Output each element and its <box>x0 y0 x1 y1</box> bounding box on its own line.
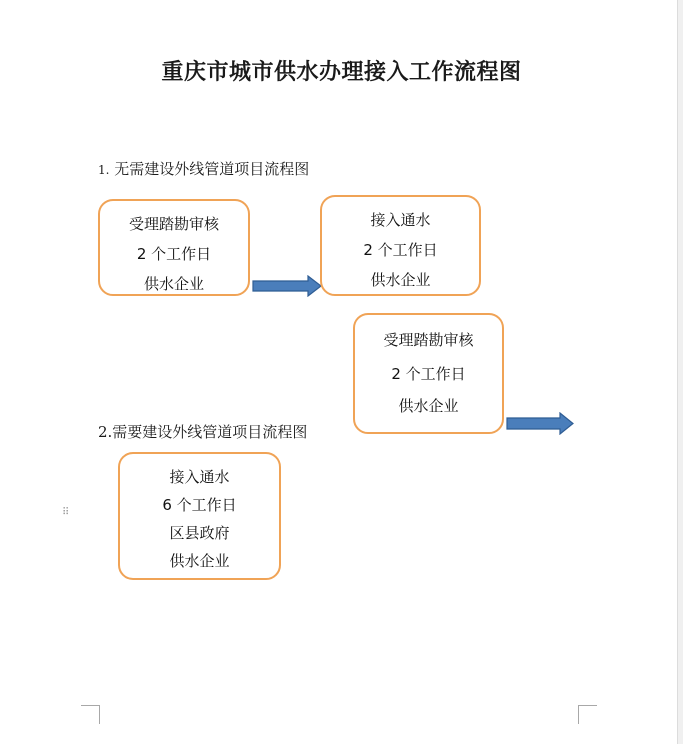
flow-box-review-section1 <box>98 199 250 296</box>
box-duration-label: 2 个工作日 <box>136 245 212 264</box>
flow-box-review-section2 <box>353 313 504 434</box>
box-duration-label: 2 个工作日 <box>363 241 438 259</box>
section1-heading <box>98 158 309 179</box>
document-title: 重庆市城市供水办理接入工作流程图 <box>161 59 522 85</box>
page-right-edge <box>677 0 683 744</box>
right-arrow-icon <box>506 412 574 435</box>
box-owner-label: 供水企业 <box>169 552 230 570</box>
box-step-label: 受理踏勘审核 <box>128 215 219 233</box>
box-step-label: 受理踏勘审核 <box>383 331 474 349</box>
box-duration-label: 6 个工作日 <box>162 496 237 514</box>
box-owner-label: 供水企业 <box>143 275 204 293</box>
margin-corner-mark-right <box>578 705 597 724</box>
box-step-label: 接入通水 <box>370 211 431 229</box>
flow-box-connect-section2 <box>118 452 281 580</box>
right-arrow-icon <box>252 275 322 297</box>
box-duration-label: 2 个工作日 <box>391 365 466 383</box>
box-authority-label: 区县政府 <box>169 524 230 542</box>
section1-number: 1. <box>98 163 110 177</box>
box-step-label: 接入通水 <box>169 468 230 486</box>
margin-corner-mark-left <box>81 705 100 724</box>
box-owner-label: 供水企业 <box>370 271 431 289</box>
drag-handle-icon[interactable]: ⠿ <box>62 507 71 518</box>
section1-heading-text: 无需建设外线管道项目流程图 <box>114 160 310 178</box>
flow-box-connect-section1 <box>320 195 481 296</box>
section2-heading: 2.需要建设外线管道项目流程图 <box>98 423 308 441</box>
box-owner-label: 供水企业 <box>398 397 459 415</box>
